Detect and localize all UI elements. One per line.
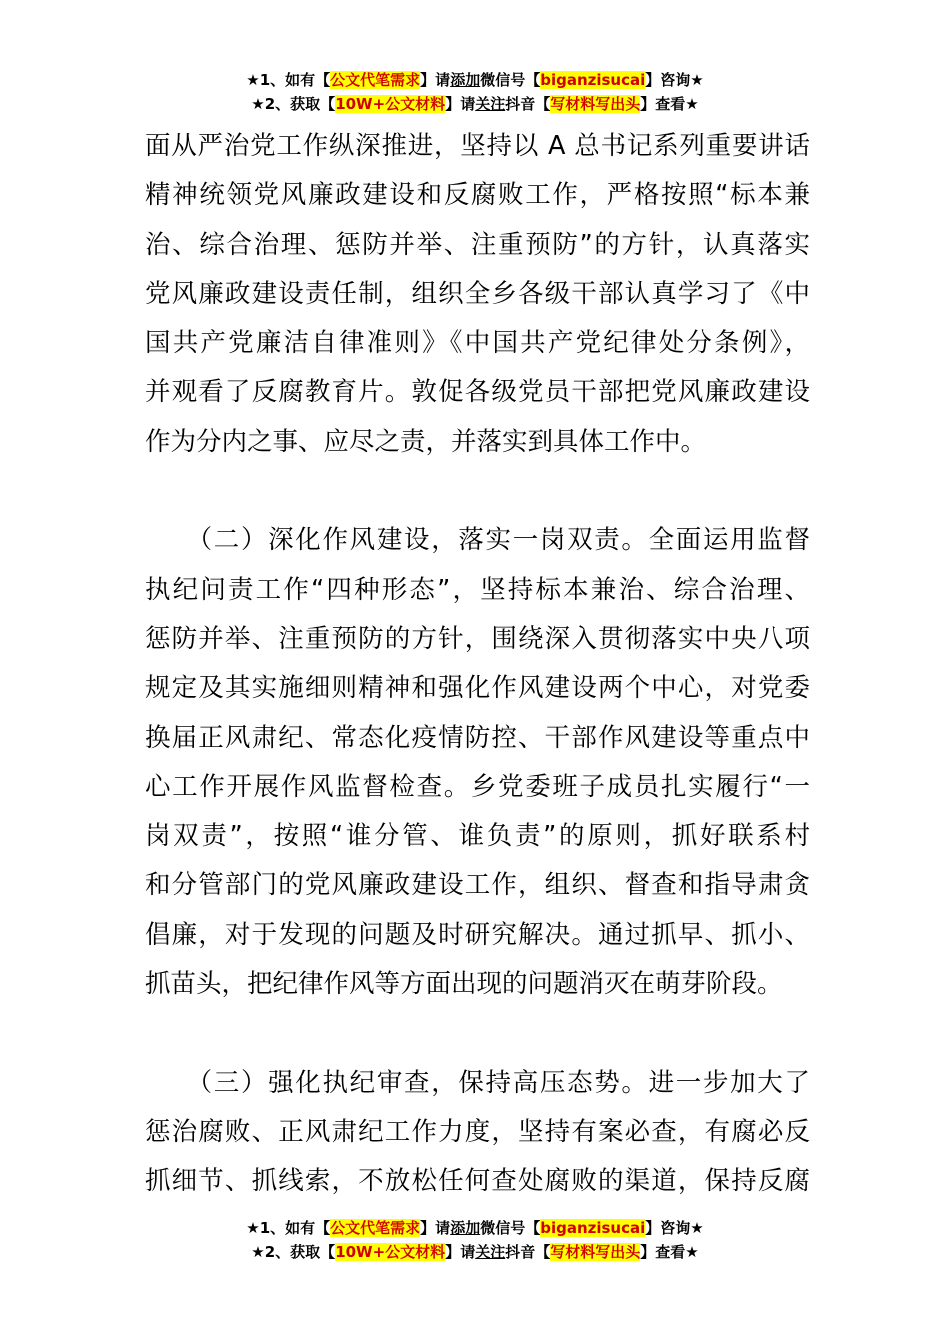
text-line: 岗双责”，按照“谁分管、谁负责”的原则，抓好联系村 bbox=[145, 821, 810, 852]
text-line: 精神统领党风廉政建设和反腐败工作，严格按照“标本兼 bbox=[145, 180, 810, 211]
banner-underline: 关注 bbox=[475, 1243, 506, 1261]
banner-highlight: 10W+公文材料 bbox=[335, 95, 446, 113]
banner-text: 微信号【 bbox=[480, 71, 541, 89]
banner-text: 】请 bbox=[420, 71, 451, 89]
banner-highlight: biganzisucai bbox=[540, 71, 646, 89]
paragraph-gap bbox=[145, 1009, 810, 1058]
document-body bbox=[145, 122, 810, 1207]
text-line: 国共产党廉洁自律准则》《中国共产党纪律处分条例》， bbox=[145, 328, 810, 359]
paragraph-gap bbox=[145, 467, 810, 516]
banner-text: 】咨询★ bbox=[645, 71, 704, 89]
banner-text: 微信号【 bbox=[480, 1219, 541, 1237]
banner-underline: 添加 bbox=[450, 71, 481, 89]
text-line: 心工作开展作风监督检查。乡党委班子成员扎实履行“一 bbox=[145, 771, 810, 802]
paragraph bbox=[145, 122, 810, 467]
text-line: 作为分内之事、应尽之责，并落实到具体工作中。 bbox=[145, 426, 707, 457]
text-line: 规定及其实施细则精神和强化作风建设两个中心，对党委 bbox=[145, 673, 810, 704]
banner-text: ★1、如有【 bbox=[246, 71, 331, 89]
banner-text: 抖音【 bbox=[505, 1243, 551, 1261]
banner-text: 抖音【 bbox=[505, 95, 551, 113]
paragraph bbox=[145, 516, 810, 1009]
banner-highlight: 公文代笔需求 bbox=[330, 71, 421, 89]
footer-banner bbox=[0, 1216, 950, 1264]
text-line: 党风廉政建设责任制，组织全乡各级干部认真学习了《中 bbox=[145, 278, 810, 309]
banner-highlight: 10W+公文材料 bbox=[335, 1243, 446, 1261]
text-line: 治、综合治理、惩防并举、注重预防”的方针，认真落实 bbox=[145, 229, 810, 260]
banner-text: 】查看★ bbox=[640, 1243, 699, 1261]
text-line: 并观看了反腐教育片。敦促各级党员干部把党风廉政建设 bbox=[145, 377, 810, 408]
banner-highlight: 公文代笔需求 bbox=[330, 1219, 421, 1237]
text-line: （二）深化作风建设，落实一岗双责。全面运用监督 bbox=[145, 525, 810, 556]
banner-line-2 bbox=[0, 92, 950, 116]
banner-text: ★1、如有【 bbox=[246, 1219, 331, 1237]
text-line: 惩治腐败、正风肃纪工作力度，坚持有案必查，有腐必反 bbox=[145, 1116, 810, 1147]
banner-highlight: biganzisucai bbox=[540, 1219, 646, 1237]
banner-line-1 bbox=[0, 1216, 950, 1240]
banner-text: ★2、获取【 bbox=[251, 1243, 336, 1261]
header-banner bbox=[0, 68, 950, 116]
text-line: （三）强化执纪审查，保持高压态势。进一步加大了 bbox=[145, 1067, 810, 1098]
banner-text: ★2、获取【 bbox=[251, 95, 336, 113]
text-line: 惩防并举、注重预防的方针，围绕深入贯彻落实中央八项 bbox=[145, 623, 810, 654]
banner-line-1 bbox=[0, 68, 950, 92]
banner-text: 】咨询★ bbox=[645, 1219, 704, 1237]
banner-underline: 关注 bbox=[475, 95, 506, 113]
paragraph bbox=[145, 1059, 810, 1207]
banner-text: 】请 bbox=[445, 1243, 476, 1261]
banner-text: 】请 bbox=[420, 1219, 451, 1237]
banner-highlight: 写材料写出头 bbox=[550, 1243, 641, 1261]
banner-underline: 添加 bbox=[450, 1219, 481, 1237]
text-line: 倡廉，对于发现的问题及时研究解决。通过抓早、抓小、 bbox=[145, 919, 810, 950]
banner-text: 】查看★ bbox=[640, 95, 699, 113]
banner-text: 】请 bbox=[445, 95, 476, 113]
text-line: 抓苗头，把纪律作风等方面出现的问题消灭在萌芽阶段。 bbox=[145, 969, 783, 1000]
text-line: 和分管部门的党风廉政建设工作，组织、督查和指导肃贪 bbox=[145, 870, 810, 901]
text-line: 面从严治党工作纵深推进，坚持以 A 总书记系列重要讲话 bbox=[145, 131, 810, 161]
text-line: 换届正风肃纪、常态化疫情防控、干部作风建设等重点中 bbox=[145, 722, 810, 753]
banner-line-2 bbox=[0, 1240, 950, 1264]
banner-highlight: 写材料写出头 bbox=[550, 95, 641, 113]
text-line: 抓细节、抓线索，不放松任何查处腐败的渠道，保持反腐 bbox=[145, 1166, 810, 1197]
text-line: 执纪问责工作“四种形态”，坚持标本兼治、综合治理、 bbox=[145, 574, 810, 605]
